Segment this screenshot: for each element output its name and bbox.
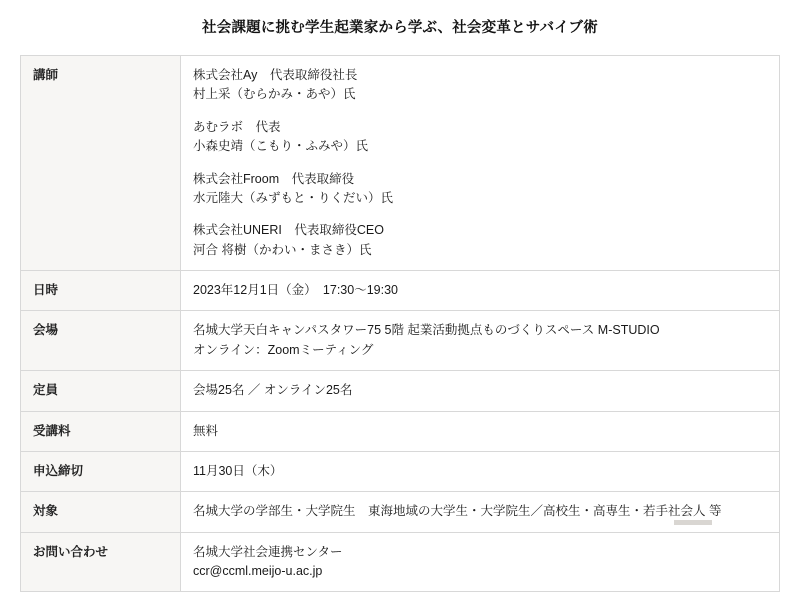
value-lines xyxy=(193,422,767,441)
event-details-table xyxy=(20,55,780,592)
table-row xyxy=(21,371,780,411)
value-lines xyxy=(193,543,767,582)
row-header: 日時 xyxy=(21,271,181,311)
value-line: ccr@ccml.meijo-u.ac.jp xyxy=(193,564,323,578)
speaker-name: 水元陸大（みずもと・りくだい）氏 xyxy=(193,190,394,205)
table-row xyxy=(21,532,780,592)
value-line: 11月30日（木） xyxy=(193,463,283,478)
row-header: 対象 xyxy=(21,492,181,532)
speaker-entry xyxy=(193,66,767,105)
table-row xyxy=(21,451,780,491)
page-title: 社会課題に挑む学生起業家から学ぶ、社会変革とサバイブ術 xyxy=(202,20,598,36)
row-value xyxy=(181,271,780,311)
speaker-entry xyxy=(193,170,767,209)
scroll-indicator[interactable] xyxy=(674,520,712,525)
event-details-table-wrap xyxy=(20,55,780,592)
value-line: オンライン：Zoomミーティング xyxy=(193,342,374,357)
speaker-name: 河合 将樹（かわい・まさき）氏 xyxy=(193,242,372,257)
value-line: 2023年12月1日（金） 17:30～19:30 xyxy=(193,283,398,297)
table-row xyxy=(21,411,780,451)
row-value xyxy=(181,411,780,451)
table-body xyxy=(21,56,780,592)
row-header: お問い合わせ xyxy=(21,532,181,592)
speaker-organization: 株式会社Ay 代表取締役社長 xyxy=(193,68,358,82)
row-header: 定員 xyxy=(21,371,181,411)
table-row xyxy=(21,56,780,271)
row-value xyxy=(181,451,780,491)
speaker-organization: 株式会社Froom 代表取締役 xyxy=(193,171,355,186)
row-header: 申込締切 xyxy=(21,451,181,491)
value-lines xyxy=(193,381,767,400)
speaker-organization: 株式会社UNERI 代表取締役CEO xyxy=(193,223,384,238)
value-lines xyxy=(193,502,767,521)
row-value xyxy=(181,492,780,532)
value-lines xyxy=(193,462,767,481)
row-value xyxy=(181,311,780,371)
value-lines xyxy=(193,321,767,360)
speaker-name: 小森史靖（こもり・ふみや）氏 xyxy=(193,139,369,154)
value-line: 無料 xyxy=(193,423,219,438)
table-row xyxy=(21,492,780,532)
row-value xyxy=(181,371,780,411)
speaker-organization: あむラボ 代表 xyxy=(193,119,281,134)
value-line: 名城大学社会連携センター xyxy=(193,544,343,559)
row-header: 会場 xyxy=(21,311,181,371)
table-row xyxy=(21,271,780,311)
row-header: 講師 xyxy=(21,56,181,271)
speaker-entry xyxy=(193,221,767,260)
speaker-entry xyxy=(193,118,767,157)
value-line: 名城大学の学部生・大学院生 東海地域の大学生・大学院生／高校生・高専生・若手社会人 等 xyxy=(193,504,722,519)
row-value xyxy=(181,56,780,271)
value-lines xyxy=(193,281,767,300)
value-line: 会場25名 ／ オンライン25名 xyxy=(193,383,353,398)
row-header: 受講料 xyxy=(21,411,181,451)
value-line: 名城大学天白キャンパスタワー75 5階 起業活動拠点ものづくりスペース M-STUDIO xyxy=(193,323,660,338)
speaker-name: 村上采（むらかみ・あや）氏 xyxy=(193,87,356,102)
row-value xyxy=(181,532,780,592)
table-row xyxy=(21,311,780,371)
